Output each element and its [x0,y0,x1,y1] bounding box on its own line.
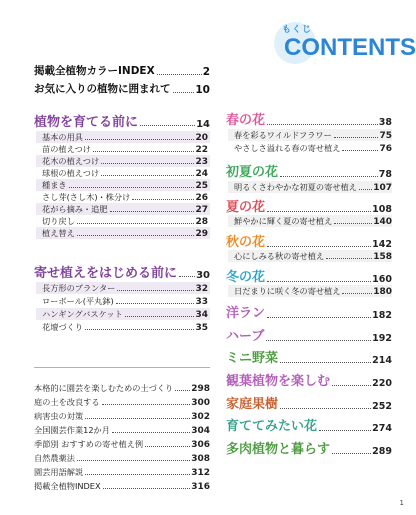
toc-section-summer[interactable]: 夏の花 108 [226,200,392,215]
toc-item[interactable]: 春を彩るワイルドフラワー 75 [234,130,392,141]
toc-entry-favorite-plants[interactable]: お気に入りの植物に囲まれて 10 [34,83,210,96]
toc-item[interactable]: 長方形のプランター 32 [42,283,208,294]
toc-item[interactable]: 日だまりに咲く冬の寄せ植え 180 [234,286,392,297]
toc-section-before-container[interactable]: 寄せ植えをはじめる前に 30 [34,266,210,281]
toc-item[interactable]: 園芸用語解説 312 [34,467,210,478]
toc-section-foliage-plants[interactable]: 観葉植物を楽しむ 220 [226,374,392,389]
toc-item[interactable]: 花がら摘み・追肥 27 [42,204,208,215]
header-mokuji: もくじ [282,25,313,35]
toc-item[interactable]: 基本の用具 20 [42,132,208,143]
toc-item[interactable]: 本格的に園芸を楽しむための土づくり 298 [34,383,210,394]
toc-section-home-fruit[interactable]: 家庭果樹 252 [226,397,392,412]
toc-item[interactable]: 鮮やかに輝く夏の寄せ植え 140 [234,216,392,227]
toc-section-succulents[interactable]: 多肉植物と暮らす 289 [226,442,392,457]
toc-item[interactable]: 病害虫の対策 302 [34,411,210,422]
toc-section-before-growing[interactable]: 植物を育てる前に 14 [34,115,210,130]
toc-item[interactable]: 植え替え 29 [42,228,208,239]
page-number: 1 [399,499,404,507]
toc-item[interactable]: 切り戻し 28 [42,216,208,227]
toc-item[interactable]: 掲載全植物INDEX 316 [34,481,210,492]
toc-item[interactable]: さし芽(さし木)・株分け 26 [42,192,208,203]
toc-item[interactable]: 花壇づくり 35 [42,322,208,333]
toc-item[interactable]: 全国園芸作業12か月 304 [34,425,210,436]
toc-section-flowers-to-grow[interactable]: 育ててみたい花 274 [226,419,392,434]
toc-item[interactable]: 明るくさわやかな初夏の寄せ植え 107 [234,182,392,193]
section-divider [34,367,210,368]
toc-item[interactable]: 苗の植えつけ 22 [42,144,208,155]
toc-item[interactable]: 季節別 おすすめの寄せ植え例 306 [34,439,210,450]
toc-section-mini-vegetables[interactable]: ミニ野菜 214 [226,351,392,366]
toc-section-spring[interactable]: 春の花 38 [226,113,392,128]
toc-entry-color-index[interactable]: 掲載全植物カラーINDEX 2 [34,65,210,78]
toc-section-winter[interactable]: 冬の花 160 [226,270,392,285]
toc-item[interactable]: ローボール(平丸鉢) 33 [42,296,208,307]
toc-section-autumn[interactable]: 秋の花 142 [226,235,392,250]
toc-section-herbs[interactable]: ハーブ 192 [226,329,392,344]
toc-item[interactable]: 種まき 25 [42,180,208,191]
toc-item[interactable]: 心にしみる秋の寄せ植え 158 [234,251,392,262]
toc-item[interactable]: やさしさ溢れる春の寄せ植え 76 [234,143,392,154]
toc-section-early-summer[interactable]: 初夏の花 78 [226,165,392,180]
header-contents-title: CONTENTS [284,34,416,61]
toc-item[interactable]: ハンギングバスケット 34 [42,309,208,320]
toc-item[interactable]: 花木の植えつけ 23 [42,156,208,167]
contents-header [268,8,416,70]
toc-item[interactable]: 球根の植えつけ 24 [42,168,208,179]
toc-item[interactable]: 自然農薬法 308 [34,453,210,464]
toc-section-orchids[interactable]: 洋ラン 182 [226,306,392,321]
toc-item[interactable]: 庭の土を改良する 300 [34,397,210,408]
